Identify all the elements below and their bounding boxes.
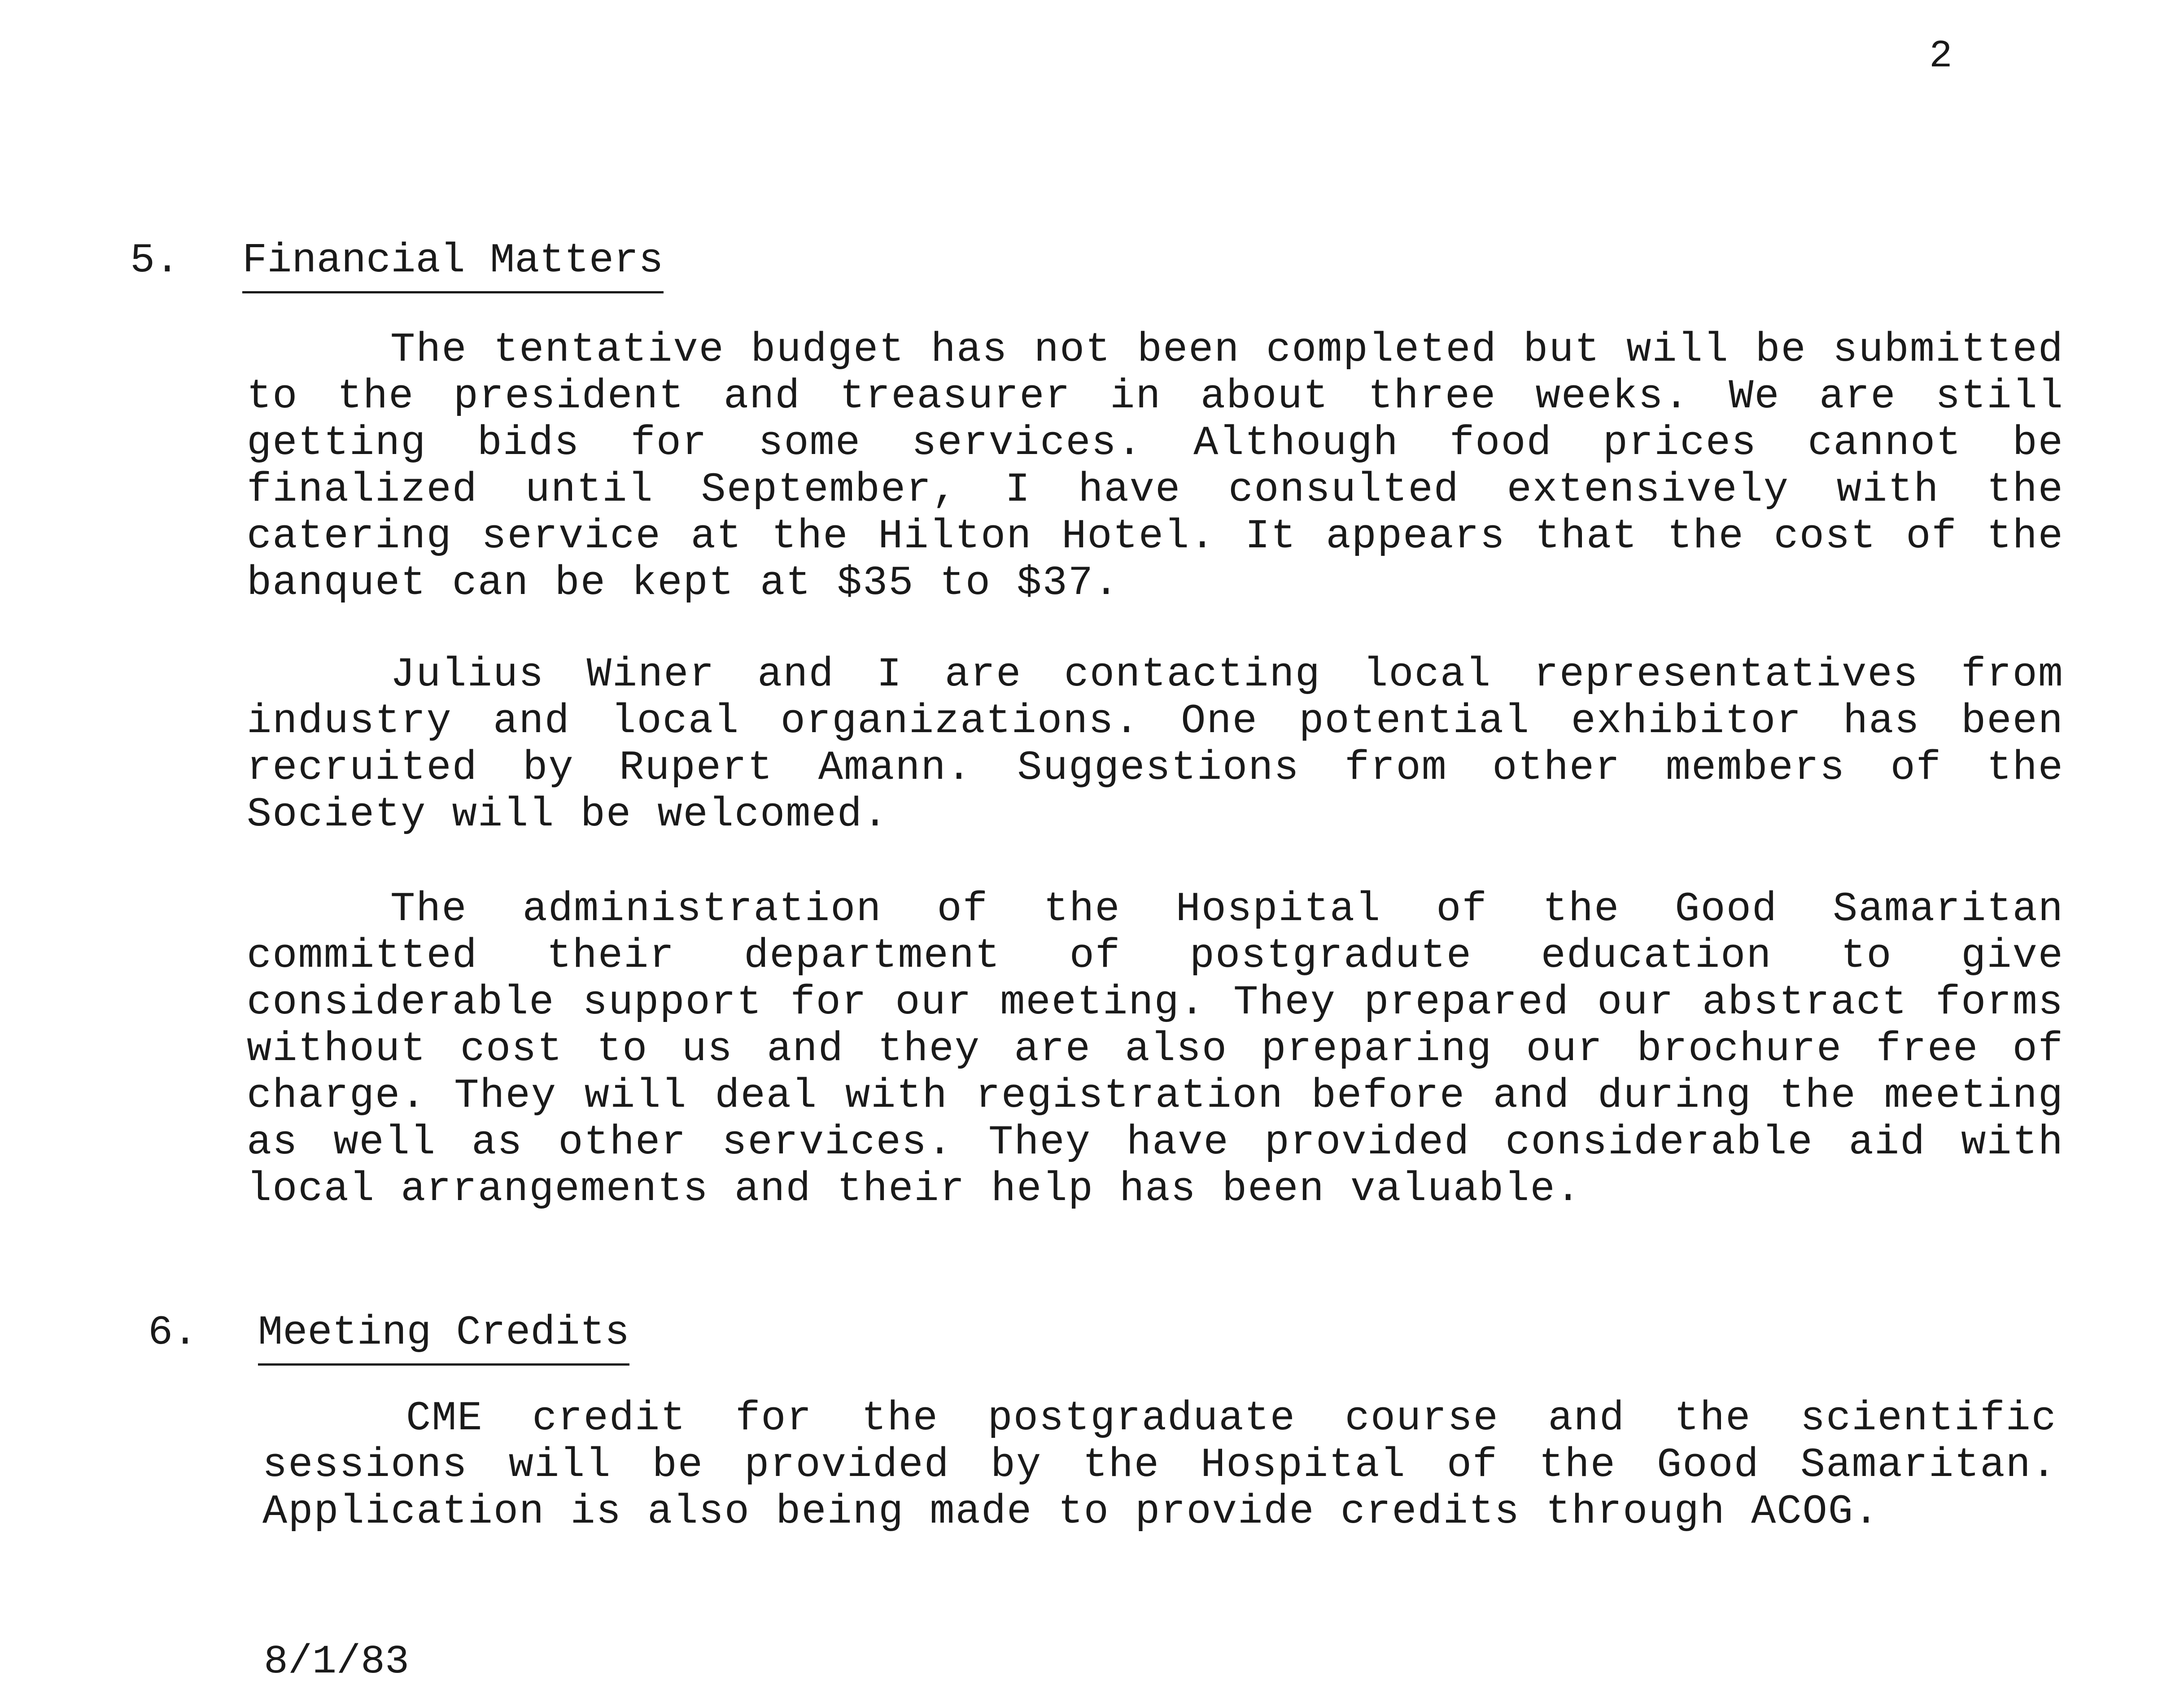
page-number: 2: [1929, 34, 1952, 78]
paragraph-cme-credits: CME credit for the postgraduate course and the scientific sessions will be provided by the Hospital of the Good Samaritan. Application is also being made to provide credits through ACOG.: [262, 1395, 2057, 1535]
paragraph-budget: The tentative budget has not been completed but will be submitted to the president and treasurer in about three weeks. We are still getting bids for some services. Although food prices cannot be finalized until September, I have consulted extensively with the catering service at the Hilton Hotel. It appears that the cost of the banquet can be kept at $35 to $37.: [247, 326, 2064, 607]
paragraph-hospital-support: The administration of the Hospital of the Good Samaritan committed their department of postgradute education to give considerable support for our meeting. They prepared our abstract forms without cost to us and they are also preparing our brochure free of charge. They will deal with registration before and during the meeting as well as other services. They have provided considerable aid with local arrangements and their help has been valuable.: [247, 886, 2064, 1213]
document-date: 8/1/83: [264, 1639, 410, 1685]
section-number: 6.: [148, 1309, 198, 1356]
section-title: Meeting Credits: [258, 1312, 629, 1366]
section-title: Financial Matters: [242, 240, 664, 293]
section-number: 5.: [130, 237, 180, 284]
paragraph-exhibitors: Julius Winer and I are contacting local representatives from industry and local organizations. One potential exhibitor has been recruited by Rupert Amann. Suggestions from other members of the Society will be welcomed.: [247, 651, 2064, 838]
